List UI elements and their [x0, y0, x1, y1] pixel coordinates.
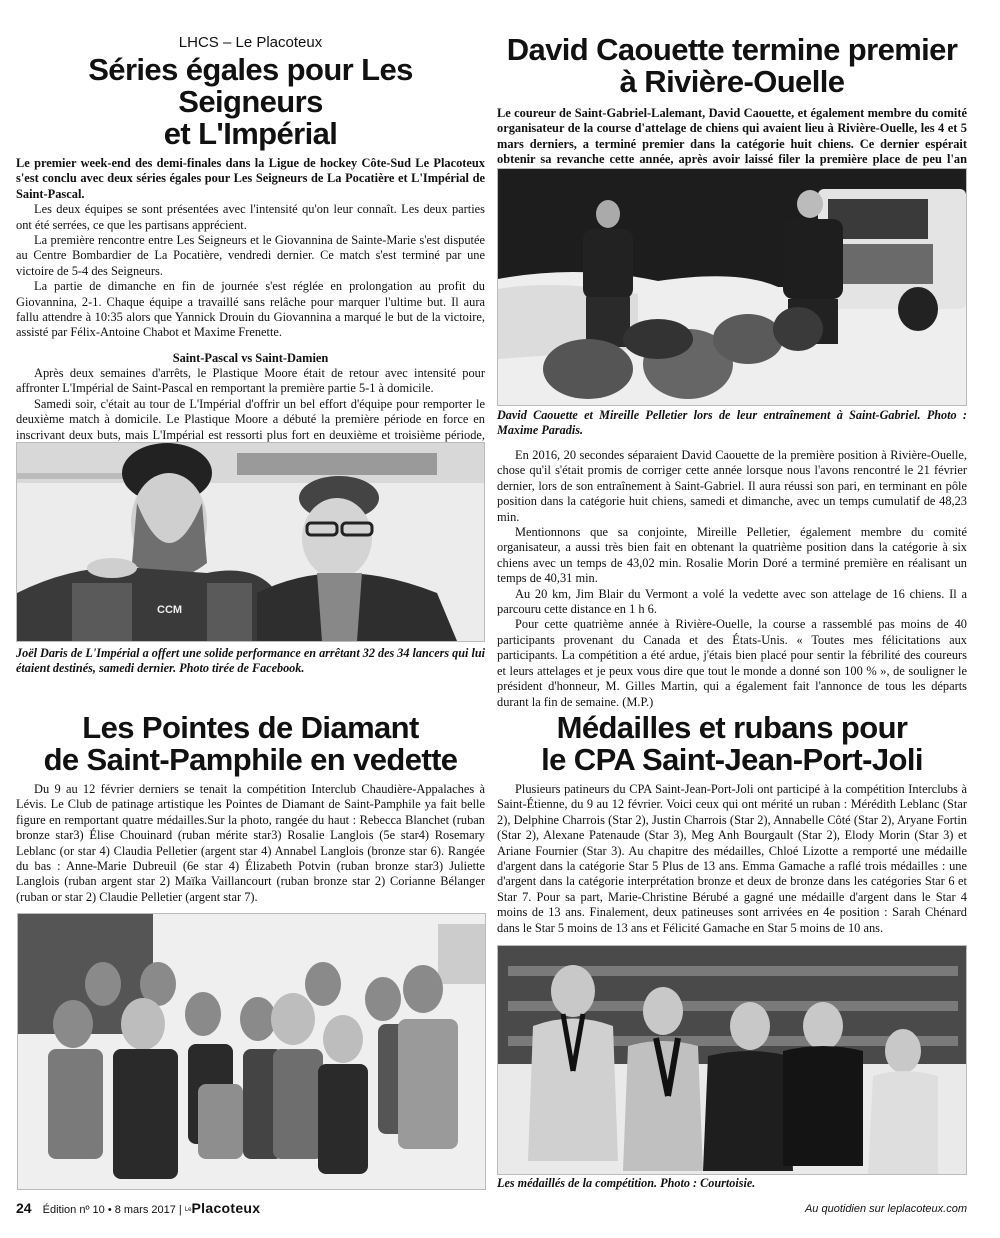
headline-line-2: et L'Impérial: [163, 116, 338, 151]
photo-caption: David Caouette et Mireille Pelletier lors de leur entraînement à Saint-Gabriel. Photo : Maxime Paradis.: [497, 408, 967, 437]
cpa-photo: [497, 945, 967, 1175]
article-paragraph: La partie de dimanche en fin de journée s'est réglée en prolongation au profit du Giovannina, 2-1. Chaque équipe a travaillé sans relâche pour marquer l'ultime but. Il aura fallu attendre à 10:35 alors que Yannick Drouin du Giovannina a marqué le but de la victoire, assisté par Félix-Antoine Chabot et Maxime Frenette.: [16, 279, 485, 340]
dogsled-body: [497, 408, 967, 710]
cpa-photo-illustration: [498, 946, 966, 1174]
article-paragraph: La première rencontre entre Les Seigneurs et le Giovannina de Sainte-Marie s'est disputée au Centre Bombardier de La Pocatière, vendredi dernier. Ce match s'est terminé par une victoire de 5-4 des Seigneurs.: [16, 233, 485, 278]
article-cpa: [497, 712, 967, 936]
article-paragraph: Pour cette quatrième année à Rivière-Ouelle, la course a rassemblé pas moins de 40 participants provenant du Canada et des États-Unis. « Toutes mes félicitations aux participants. La compétition a été ardue, j'étais bien placé pour sentir la fébrilité des coureurs et leurs attelages et je peux vous dire que tout le monde a donné son 100 % », de souligner le président d'honneur, M. Gilles Martin, qui a également fait l'annonce de tous les départs durant la fin de semaine. (M.P.): [497, 617, 967, 709]
article-paragraph: Après deux semaines d'arrêts, le Plastique Moore était de retour avec intensité pour affronter L'Impérial de Saint-Pascal en remportant la première partie 5-1 à domicile.: [16, 365, 485, 396]
article-paragraph: Plusieurs patineurs du CPA Saint-Jean-Port-Joli ont participé à la compétition Interclubs à Saint-Étienne, du 9 au 12 février. Voici ceux qui ont mérité un ruban : Mérédith Leblanc (Star 2), Delphine Charrois (Star 2), Justin Charrois (Star 2), Annabelle Côté (Star 2), Aryane Fortin (Star 2), Alexane Patenaude (Star 3), Meg Anh Bourgault (Star 2), Elody Morin (Star 3) et Ariane Fournier (Star 3). Au chapitre des médailles, Chloé Lizotte a remporté une médaille d'argent dans la catégorie Star 5 Plus de 13 ans. Emma Gamache a raflé trois médailles : une d'argent dans la catégorie interprétation bronze et deux de bronze dans les catégories Star 6 et Star 7. Pour sa part, Marie-Christine Bérubé a gagné une médaille d'argent dans le Star 4 moins de 13 ans. Finalement, deux patineuses sont arrivées en 4e position : Sarah Chénard dans le Star 5 moins de 13 ans et Félicité Gamache en Star 5 moins de 10 ans.: [497, 782, 967, 935]
cpa-caption-block: [497, 1176, 967, 1191]
svg-text:CCM: CCM: [157, 604, 183, 616]
dogsled-photo: [497, 168, 967, 406]
article-dogsled: [497, 34, 967, 183]
headline-line-1: Séries égales pour Les Seigneurs: [88, 52, 413, 119]
headline-line-1: David Caouette termine premier: [506, 32, 958, 67]
page-footer-left: [16, 1200, 260, 1216]
article-lead: Le coureur de Saint-Gabriel-Lalemant, David Caouette, et également membre du comité organisateur de la course d'attelage de chiens qui avaient lieu à Rivière-Ouelle, les 4 et 5 mars derniers, a terminé premier dans la catégorie huit chiens. Ce dernier espérait obtenir sa revanche cette année, après avoir laissé filer la première place de peu l'an: [497, 106, 967, 167]
page-footer-right[interactable]: [805, 1203, 967, 1215]
hockey-photo: [16, 442, 485, 642]
brand-logo: Placoteux: [191, 1200, 261, 1216]
article-paragraph: Mentionnons que sa conjointe, Mireille Pelletier, également membre du comité organisateur, a aussi très bien fait en obtenant la quatrième position dans la catégorie à six chiens avec un temps de 43,02 min. Rosalie Morin Doré a terminé première en réalisant un temps de 40,31 min.: [497, 525, 967, 586]
article-subhead: Saint-Pascal vs Saint-Damien: [172, 350, 329, 365]
article-paragraph: Les deux équipes se sont présentées avec l'intensité qu'on leur connaît. Les deux parties ont été serrées, ce que les partisans apprécient.: [16, 202, 485, 232]
brand-prefix: Le: [184, 1207, 192, 1214]
edition-info: Édition nº 10 • 8 mars 2017 |: [42, 1204, 182, 1216]
article-lead: Le premier week-end des demi-finales dans la Ligue de hockey Côte-Sud Le Placoteux s'est conclu avec deux séries égales pour Les Seigneurs de La Pocatière et L'Impérial de Saint-Pascal.: [16, 156, 485, 201]
article-kicker: LHCS – Le Placoteux: [178, 34, 323, 51]
article-paragraph: Du 9 au 12 février derniers se tenait la compétition Interclub Chaudière-Appalaches à Lévis. Le Club de patinage artistique les Pointes de Diamant de Saint-Pamphile ya fait belle figure en remportant quatre médailles.Sur la photo, rangée du haut : Rebecca Blanchet (ruban bronze star3) Élise Chouinard (ruban mérite star3) Rosalie Langlois (5e star4) Rosemary Leblanc (or star 4) Claudia Pelletier (argent star 4) Annabel Langlois (bronze star 6). Rangée du bas : Anne-Marie Dubreuil (6e star 4) Élizabeth Potvin (ruban bronze star3) Juliette Langlois (ruban argent star 2) Maïka Vaillancourt (ruban bronze star 2) Corianne Bélanger (ruban or star 2) Claudie Pelletier (argent star 7).: [16, 782, 485, 904]
article-paragraph: En 2016, 20 secondes séparaient David Caouette de la première position à Rivière-Ouelle, chose qu'il s'était promis de corriger cette année lorsque nous l'avons rencontré le 21 février dernier, lors de son entraînement à Saint-Gabriel. Il aura réussi son pari, en terminant en pôle position dans la catégorie huit chiens, samedi et dimanche, avec un temps cumulatif de 48,23 min.: [497, 448, 967, 524]
photo-caption: Les médaillés de la compétition. Photo : Courtoisie.: [497, 1176, 756, 1190]
article-pointes: [16, 712, 485, 905]
article-headline: [497, 712, 967, 776]
photo-caption: Joël Daris de L'Impérial a offert une solide performance en arrêtant 32 des 34 lancers qui lui étaient destinés, samedi dernier. Photo tirée de Facebook.: [16, 646, 485, 675]
pointes-photo-illustration: [18, 914, 485, 1189]
article-headline: [497, 34, 967, 98]
headline-line-2: le CPA Saint-Jean-Port-Joli: [541, 742, 923, 777]
hockey-caption-block: [16, 646, 485, 676]
article-hockey: [16, 34, 485, 458]
article-paragraph: Au 20 km, Jim Blair du Vermont a volé la vedette avec son attelage de 16 chiens. Il a parcouru cette distance en 1 h 6.: [497, 586, 967, 617]
page-number: 24: [16, 1200, 32, 1216]
headline-line-1: Médailles et rubans pour: [556, 710, 908, 745]
headline-line-2: de Saint-Pamphile en vedette: [43, 742, 458, 777]
dogsled-photo-illustration: [498, 169, 966, 405]
pointes-photo: [17, 913, 486, 1190]
website-link[interactable]: Au quotidien sur leplacoteux.com: [804, 1203, 967, 1215]
article-headline: [16, 712, 485, 776]
hockey-photo-illustration: [17, 443, 484, 641]
article-paragraph: Samedi soir, c'était au tour de L'Impérial d'offrir un bel effort d'équipe pour remporter le deuxième match à domicile. Le Plastique Moore a débuté la première période en force en inscrivant deux buts, mais L'Impérial est ressorti plus fort en deuxième et troisième période,: [16, 396, 485, 442]
article-headline: [16, 54, 485, 150]
headline-line-1: Les Pointes de Diamant: [82, 710, 419, 745]
headline-line-2: à Rivière-Ouelle: [619, 64, 845, 99]
